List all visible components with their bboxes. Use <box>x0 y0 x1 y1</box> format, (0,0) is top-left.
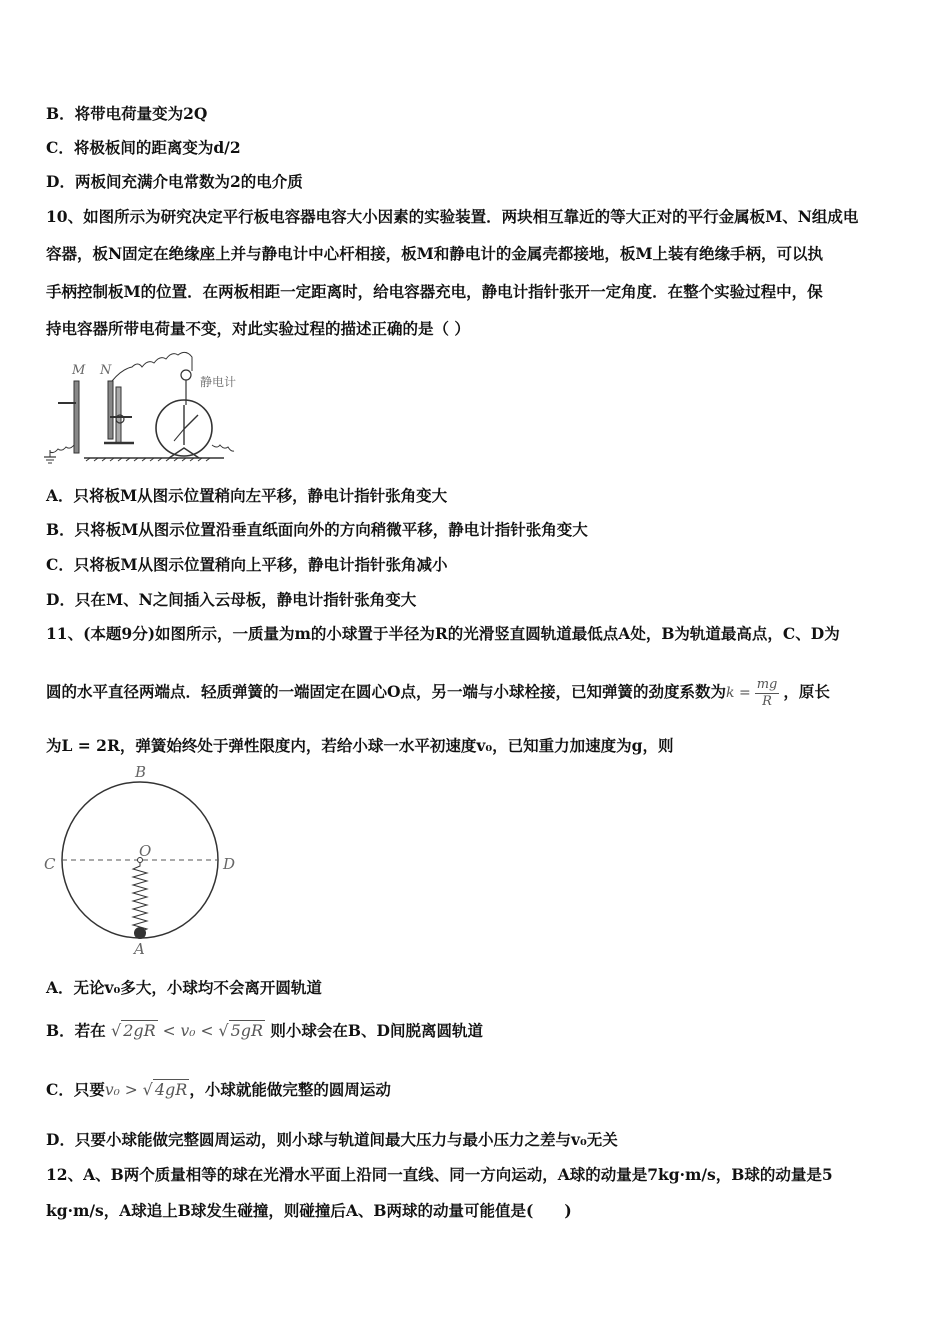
sqrt-5gr: √ 5gR <box>218 1021 264 1040</box>
q10-stem-line-1: 10、如图所示为研究决定平行板电容器电容大小因素的实验装置．两块相互靠近的等大正对的平行金属板M、N组成电 <box>46 207 859 226</box>
q11-stem-line-2 <box>46 672 910 713</box>
q11-option-b-lead: B．若在 <box>46 1021 106 1040</box>
q11-option-a: A．无论v₀多大，小球均不会离开圆轨道 <box>46 978 322 997</box>
q10-option-b: B．只将板M从图示位置沿垂直纸面向外的方向稍微平移，静电计指针张角变大 <box>46 520 588 539</box>
sqrt-5gr-radicand: 5gR <box>230 1021 264 1040</box>
q12-stem-line-2: kg·m/s，A球追上B球发生碰撞，则碰撞后A、B两球的动量可能值是( ) <box>46 1201 572 1220</box>
v0-symbol-c: v₀ <box>104 1081 120 1099</box>
k-symbol: k = <box>726 685 751 701</box>
sqrt-4gr-radicand: 4gR <box>154 1080 188 1099</box>
q11-circle-figure <box>40 758 250 958</box>
q11-option-c-tail: ，小球就能做完整的圆周运动 <box>189 1080 391 1099</box>
q12-stem-line-1: 12、A、B两个质量相等的球在光滑水平面上沿同一直线、同一方向运动，A球的动量是7kg·m/s，B球的动量是5 <box>46 1165 833 1184</box>
q11-option-d: D．只要小球能做完整圆周运动，则小球与轨道间最大压力与最小压力之差与v₀无关 <box>46 1130 618 1149</box>
point-a-label: A <box>134 940 145 958</box>
q10-option-a: A．只将板M从图示位置稍向左平移，静电计指针张角变大 <box>46 486 448 505</box>
q10-stem-line-3: 手柄控制板M的位置．在两板相距一定距离时，给电容器充电，静电计指针张开一定角度．在整个实验过程中，保 <box>46 282 823 301</box>
sqrt-2gr-radicand: 2gR <box>123 1021 156 1040</box>
point-d-label: D <box>223 855 236 873</box>
label-n: N <box>100 363 112 378</box>
label-electrometer: 静电计 <box>200 375 237 389</box>
q10-capacitor-figure <box>44 345 244 470</box>
point-c-label: C <box>44 855 56 873</box>
q11-option-c <box>46 1072 910 1108</box>
q11-line2-text: 圆的水平直径两端点．轻质弹簧的一端固定在圆心O点，另一端与小球栓接，已知弹簧的劲度系数为 <box>46 682 727 701</box>
q10-option-d: D．只在M、N之间插入云母板，静电计指针张角变大 <box>46 590 417 609</box>
q11-option-c-lead: C．只要 <box>46 1080 105 1099</box>
label-m: M <box>72 363 86 378</box>
q10-stem-line-2: 容器，板N固定在绝缘座上并与静电计中心杆相接，板M和静电计的金属壳都接地，板M上装有绝缘手柄，可以执 <box>46 244 823 263</box>
q11-option-b <box>46 1013 910 1049</box>
q10-stem-line-4: 持电容器所带电荷量不变，对此实验过程的描述正确的是（ ） <box>46 319 470 338</box>
greater-than: > <box>119 1081 143 1099</box>
less-than-2: < <box>195 1022 219 1040</box>
point-o-label: O <box>139 842 152 860</box>
less-than-1: < <box>157 1022 181 1040</box>
k-numerator: mg <box>756 676 778 692</box>
q9-option-c: C．将极板间的距离变为d/2 <box>46 138 241 157</box>
k-denominator: R <box>762 693 772 709</box>
q11-stem-line-3: 为L = 2R，弹簧始终处于弹性限度内，若给小球一水平初速度v₀，已知重力加速度为g，则 <box>46 736 674 755</box>
q10-option-c: C．只将板M从图示位置稍向上平移，静电计指针张角减小 <box>46 555 448 574</box>
q11-option-b-tail: 则小球会在B、D间脱离圆轨道 <box>265 1021 483 1040</box>
q11-stem-line-1: 11、(本题9分)如图所示，一质量为m的小球置于半径为R的光滑竖直圆轨道最低点A处，B为轨道最高点，C、D为 <box>46 624 840 643</box>
q11-line2-tail: ，原长 <box>783 682 830 701</box>
point-b-label: B <box>135 763 147 781</box>
v0-symbol: v₀ <box>180 1022 196 1040</box>
sqrt-4gr: √ 4gR <box>142 1080 188 1099</box>
sqrt-2gr: √ 2gR <box>111 1021 156 1040</box>
q9-option-d: D．两板间充满介电常数为2的电介质 <box>46 172 303 191</box>
k-fraction <box>755 677 780 710</box>
q9-option-b: B．将带电荷量变为2Q <box>46 104 208 123</box>
